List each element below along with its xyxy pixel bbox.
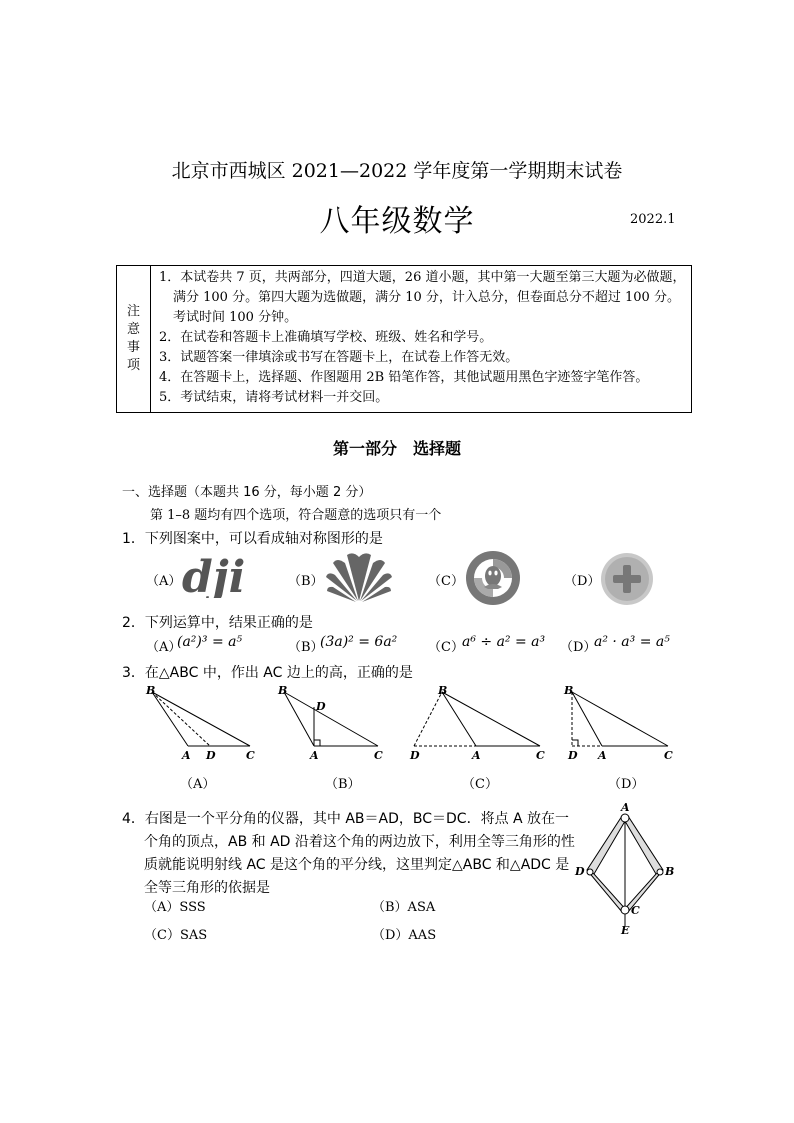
notice-label-char: 项 bbox=[126, 358, 140, 373]
plus-circle-icon bbox=[600, 552, 654, 606]
notice-item: 3．试题答案一律填涂或书写在答题卡上，在试卷上作答无效。 bbox=[159, 350, 519, 365]
q4-option-c: （C）SAS bbox=[144, 928, 208, 943]
q1-option-d: （D） bbox=[564, 574, 601, 589]
dji-logo bbox=[180, 556, 262, 598]
exam-date: 2022.1 bbox=[630, 212, 676, 227]
notice-item: 5．考试结束，请将考试材料一并交回。 bbox=[159, 390, 389, 405]
notice-item: 2．在试卷和答题卡上准确填写学校、班级、姓名和学号。 bbox=[159, 330, 493, 345]
notice-label-char: 意 bbox=[126, 322, 140, 337]
q2-option-c-label: （C） bbox=[428, 640, 464, 655]
svg-text:B: B bbox=[278, 684, 288, 697]
q1-option-c: （C） bbox=[428, 574, 464, 589]
q4-option-b: （B）ASA bbox=[372, 900, 436, 915]
section-heading: 一、选择题（本题共 16 分，每小题 2 分） bbox=[122, 485, 372, 500]
q4-stem-line: 全等三角形的依据是 bbox=[144, 880, 270, 896]
svg-text:D: D bbox=[206, 749, 216, 762]
svg-text:B: B bbox=[665, 865, 675, 878]
q4-angle-bisector-figure bbox=[570, 800, 682, 940]
svg-text:B: B bbox=[438, 684, 448, 697]
svg-text:A: A bbox=[598, 749, 607, 762]
svg-text:E: E bbox=[621, 924, 630, 937]
q3-figure-d bbox=[572, 692, 668, 746]
svg-text:C: C bbox=[374, 749, 383, 762]
q2-option-b-expr: (3a)² = 6a² bbox=[320, 634, 398, 650]
notice-label-char: 事 bbox=[126, 340, 140, 355]
q4-option-d: （D）AAS bbox=[372, 928, 437, 943]
q4-stem bbox=[122, 808, 575, 900]
q3-caption-b: （B） bbox=[325, 777, 361, 792]
q2-option-d-label: （D） bbox=[560, 640, 597, 655]
q1-stem: 1．下列图案中，可以看成轴对称图形的是 bbox=[122, 531, 383, 547]
q2-option-a-label: （A） bbox=[146, 640, 182, 655]
q2-option-d-expr: a² · a³ = a⁵ bbox=[594, 634, 670, 650]
q1-option-b: （B） bbox=[288, 574, 324, 589]
q1-option-a: （A） bbox=[146, 574, 182, 589]
svg-text:D: D bbox=[316, 700, 326, 713]
q4-stem-line: 质就能说明射线 AC 是这个角的平分线，这里判定△ABC 和△ADC 是 bbox=[144, 857, 570, 873]
notice-item: 4．在答题卡上，选择题、作图题用 2B 铅笔作答，其他试题用黑色字迹签字笔作答。 bbox=[159, 370, 649, 385]
notice-item: 1．本试卷共 7 页，共两部分，四道大题，26 道小题，其中第一大题至第三大题为必做题，满分 100 分。第四大题为选做题，满分 10 分，计入总分，但卷面总分不超过 100 分。考试时间 100 分钟。 bbox=[159, 270, 686, 325]
q4-stem-line: 4．右图是一个平分角的仪器，其中 AB＝AD，BC＝DC．将点 A 放在一 bbox=[122, 811, 570, 827]
q3-caption-a: （A） bbox=[180, 777, 216, 792]
exam-title: 北京市西城区 2021—2022 学年度第一学期期末试卷 bbox=[171, 160, 623, 182]
q3-stem: 3．在△ABC 中，作出 AC 边上的高，正确的是 bbox=[122, 665, 413, 681]
q3-figure-a bbox=[152, 692, 250, 746]
q3-caption-c: （C） bbox=[462, 777, 498, 792]
q2-stem: 2．下列运算中，结果正确的是 bbox=[122, 615, 313, 631]
svg-text:A: A bbox=[621, 801, 630, 814]
svg-text:A: A bbox=[310, 749, 319, 762]
q3-figure-c bbox=[414, 692, 540, 746]
q2-option-a-expr: (a²)³ = a⁵ bbox=[177, 634, 243, 650]
part-title: 第一部分 选择题 bbox=[332, 439, 461, 458]
notice-list bbox=[159, 268, 687, 408]
svg-text:C: C bbox=[536, 749, 545, 762]
qq-circle-logo bbox=[464, 549, 522, 607]
q2-option-b-label: （B） bbox=[288, 640, 324, 655]
svg-text:C: C bbox=[631, 904, 640, 917]
svg-text:D: D bbox=[410, 749, 420, 762]
notice-box bbox=[116, 265, 692, 413]
svg-text:B: B bbox=[564, 684, 574, 697]
notice-label-char: 注 bbox=[126, 304, 140, 319]
svg-text:A: A bbox=[182, 749, 191, 762]
huawei-logo bbox=[325, 549, 393, 605]
svg-text:D: D bbox=[575, 865, 585, 878]
q3-figure-b bbox=[284, 692, 378, 746]
q3-figures bbox=[140, 682, 680, 766]
exam-subtitle: 八年级数学 bbox=[319, 204, 475, 239]
q3-caption-d: （D） bbox=[608, 777, 645, 792]
svg-text:A: A bbox=[472, 749, 481, 762]
q2-option-c-expr: a⁶ ÷ a² = a³ bbox=[462, 634, 546, 650]
svg-text:B: B bbox=[146, 684, 156, 697]
q4-option-a: （A）SSS bbox=[144, 900, 206, 915]
svg-text:C: C bbox=[664, 749, 673, 762]
q4-stem-line: 个角的顶点，AB 和 AD 沿着这个角的两边放下，利用全等三角形的性 bbox=[144, 834, 575, 850]
svg-text:C: C bbox=[246, 749, 255, 762]
section-note: 第 1–8 题均有四个选项，符合题意的选项只有一个 bbox=[150, 508, 442, 523]
dji-logo-text: dji bbox=[182, 556, 246, 598]
notice-label bbox=[117, 266, 151, 412]
svg-text:D: D bbox=[568, 749, 578, 762]
